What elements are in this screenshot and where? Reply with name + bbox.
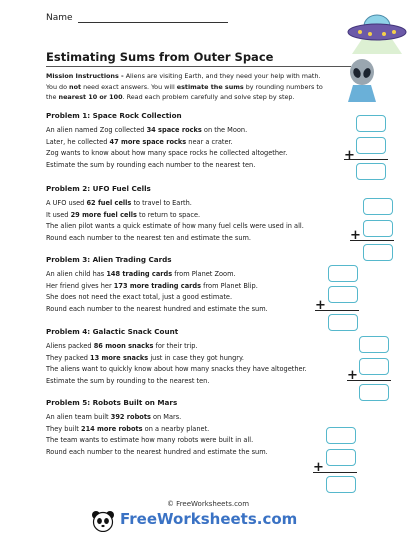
problem-line: She does not need the exact total, just a good estimate. bbox=[46, 293, 233, 302]
ufo-icon bbox=[346, 6, 408, 54]
footer-logo[interactable]: FreeWorksheets.com bbox=[120, 510, 298, 528]
problem-line: The alien pilot wants a quick estimate of how many fuel cells were used in all. bbox=[46, 222, 304, 231]
answer-box-4-sum[interactable] bbox=[359, 384, 389, 401]
instructions-lead: Mission Instructions - bbox=[46, 72, 124, 80]
problem-4 bbox=[46, 326, 346, 387]
plus-sign: + bbox=[313, 460, 324, 475]
problem-line: An alien child has 148 trading cards from Planet Zoom. bbox=[46, 270, 236, 278]
mission-instructions: Mission Instructions - Aliens are visiting Earth, and they need your help with math. You do not need exact answers. You will estimate the sums by rounding numbers to the nearest 10 or 100. Read each problem carefully and solve step by step. bbox=[46, 72, 323, 101]
problem-line: It used 29 more fuel cells to return to space. bbox=[46, 210, 201, 219]
plus-sign: + bbox=[315, 298, 326, 313]
answer-box-1b[interactable] bbox=[356, 137, 386, 154]
title-divider bbox=[46, 66, 351, 67]
footer-copyright: © FreeWorksheets.com bbox=[166, 500, 250, 508]
problem-line: The team wants to estimate how many robots were built in all. bbox=[46, 436, 254, 445]
problem-title: Problem 3: Alien Trading Cards bbox=[46, 255, 172, 264]
sum-line bbox=[347, 380, 391, 381]
plus-sign: + bbox=[350, 228, 361, 243]
answer-box-4a[interactable] bbox=[359, 336, 389, 353]
problem-5 bbox=[46, 397, 346, 458]
sum-line bbox=[315, 310, 359, 311]
problem-line: A UFO used 62 fuel cells to travel to Earth. bbox=[46, 199, 192, 207]
problem-2 bbox=[46, 183, 346, 244]
panda-logo-icon bbox=[91, 510, 115, 532]
plus-sign: + bbox=[344, 148, 355, 163]
problem-line: Estimate the sum by rounding to the nearest ten. bbox=[46, 376, 210, 385]
answer-box-3b[interactable] bbox=[328, 286, 358, 303]
name-input-line[interactable] bbox=[78, 13, 228, 23]
problem-line: Round each number to the nearest hundred and estimate the sum. bbox=[46, 447, 268, 456]
answer-box-1-sum[interactable] bbox=[356, 163, 386, 180]
problem-title: Problem 2: UFO Fuel Cells bbox=[46, 184, 151, 193]
problem-line: An alien named Zog collected 34 space rocks on the Moon. bbox=[46, 126, 248, 134]
problem-line: Her friend gives her 173 more trading cards from Planet Blip. bbox=[46, 281, 258, 290]
problem-line: They built 214 more robots on a nearby planet. bbox=[46, 424, 210, 433]
name-row bbox=[46, 13, 228, 23]
answer-box-5b[interactable] bbox=[326, 449, 356, 466]
problem-3 bbox=[46, 254, 346, 315]
plus-sign: + bbox=[347, 368, 358, 383]
answer-box-2b[interactable] bbox=[363, 220, 393, 237]
problem-title: Problem 1: Space Rock Collection bbox=[46, 111, 182, 120]
answer-box-3a[interactable] bbox=[328, 265, 358, 282]
problem-line: An alien team built 392 robots on Mars. bbox=[46, 413, 182, 421]
problem-line: Round each number to the nearest hundred and estimate the sum. bbox=[46, 304, 268, 313]
answer-box-1a[interactable] bbox=[356, 115, 386, 132]
sum-line bbox=[344, 159, 388, 160]
problem-title: Problem 4: Galactic Snack Count bbox=[46, 327, 179, 336]
problem-line: Estimate the sum by rounding each number to the nearest ten. bbox=[46, 160, 256, 169]
sum-line bbox=[350, 240, 394, 241]
answer-box-2-sum[interactable] bbox=[363, 244, 393, 261]
sum-line bbox=[313, 472, 357, 473]
problem-line: Round each number to the nearest ten and estimate the sum. bbox=[46, 233, 252, 242]
problem-line: Later, he collected 47 more space rocks near a crater. bbox=[46, 137, 233, 146]
problem-line: Aliens packed 86 moon snacks for their trip. bbox=[46, 342, 198, 350]
answer-box-5-sum[interactable] bbox=[326, 476, 356, 493]
answer-box-4b[interactable] bbox=[359, 358, 389, 375]
problem-title: Problem 5: Robots Built on Mars bbox=[46, 398, 178, 407]
worksheet-title: Estimating Sums from Outer Space bbox=[46, 50, 274, 64]
answer-box-2a[interactable] bbox=[363, 198, 393, 215]
problem-1 bbox=[46, 110, 346, 171]
name-label: Name bbox=[46, 13, 73, 23]
problem-line: The aliens want to quickly know about how many snacks they have altogether. bbox=[46, 365, 307, 374]
problem-line: They packed 13 more snacks just in case they got hungry. bbox=[46, 353, 245, 362]
answer-box-5a[interactable] bbox=[326, 427, 356, 444]
problem-line: Zog wants to know about how many space rocks he collected altogether. bbox=[46, 149, 288, 158]
